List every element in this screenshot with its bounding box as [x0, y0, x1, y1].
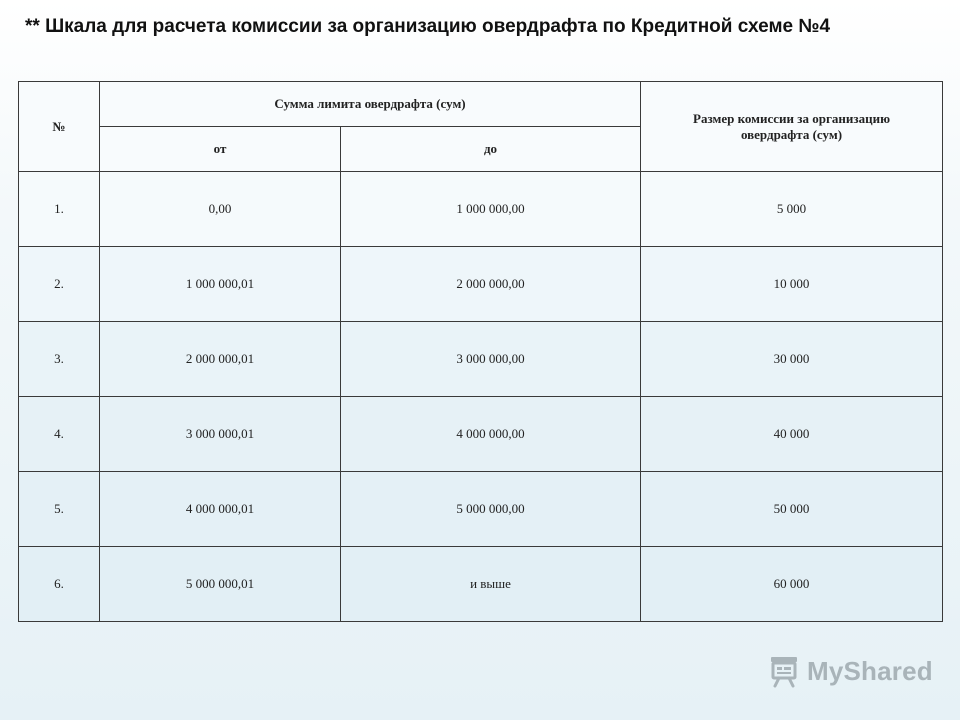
cell-from: 2 000 000,01	[100, 322, 341, 397]
cell-number: 5.	[19, 472, 100, 547]
cell-fee: 60 000	[641, 547, 943, 622]
commission-table	[18, 81, 943, 622]
watermark	[767, 654, 933, 688]
header-from: от	[100, 127, 341, 172]
presentation-board-icon	[767, 654, 801, 688]
cell-to: и выше	[341, 547, 641, 622]
header-number: №	[19, 82, 100, 172]
cell-number: 6.	[19, 547, 100, 622]
cell-to: 5 000 000,00	[341, 472, 641, 547]
watermark-text: MyShared	[807, 655, 933, 686]
table-row	[19, 472, 943, 547]
table-row	[19, 547, 943, 622]
cell-number: 4.	[19, 397, 100, 472]
cell-fee: 40 000	[641, 397, 943, 472]
table-row	[19, 397, 943, 472]
cell-number: 2.	[19, 247, 100, 322]
page-title: ** Шкала для расчета комиссии за организацию овердрафта по Кредитной схеме №4	[25, 16, 831, 37]
cell-to: 1 000 000,00	[341, 172, 641, 247]
cell-from: 1 000 000,01	[100, 247, 341, 322]
table-row	[19, 247, 943, 322]
cell-number: 3.	[19, 322, 100, 397]
cell-fee: 30 000	[641, 322, 943, 397]
cell-fee: 50 000	[641, 472, 943, 547]
table-row	[19, 322, 943, 397]
cell-from: 3 000 000,01	[100, 397, 341, 472]
cell-to: 2 000 000,00	[341, 247, 641, 322]
header-limit-group: Сумма лимита овердрафта (сум)	[100, 82, 641, 127]
table-row	[19, 172, 943, 247]
cell-from: 0,00	[100, 172, 341, 247]
cell-to: 3 000 000,00	[341, 322, 641, 397]
cell-to: 4 000 000,00	[341, 397, 641, 472]
cell-number: 1.	[19, 172, 100, 247]
commission-table-wrapper	[18, 81, 942, 622]
cell-fee: 10 000	[641, 247, 943, 322]
cell-fee: 5 000	[641, 172, 943, 247]
header-to: до	[341, 127, 641, 172]
header-fee: Размер комиссии за организацию овердрафта (сум)	[641, 82, 943, 172]
cell-from: 4 000 000,01	[100, 472, 341, 547]
cell-from: 5 000 000,01	[100, 547, 341, 622]
